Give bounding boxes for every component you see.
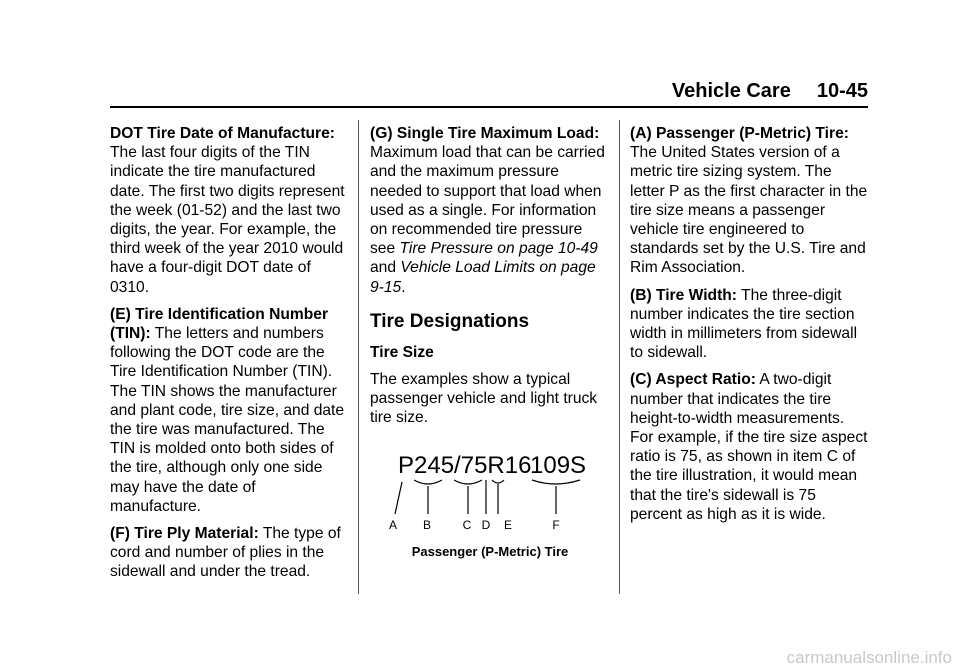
figure-caption: Passenger (P-Metric) Tire xyxy=(411,543,569,559)
bracket-f xyxy=(532,480,580,484)
text-tire-size: The examples show a typical passenger vehicle and light truck tire size. xyxy=(370,371,598,427)
leader-a xyxy=(395,482,402,514)
term-aspect-ratio: (C) Aspect Ratio xyxy=(630,371,751,389)
section-title: Tire Designations xyxy=(370,310,530,332)
text-aspect-ratio: A two-digit number that indicates the tire height-to-width measurements. For example, if the tire size aspect ratio is 75, as shown in item C of the tire illustration, it would mean that the tire's sidewall is 75 percent as high as it is wide. xyxy=(630,371,868,523)
text-and: and xyxy=(370,259,401,277)
tire-code-right: 109S xyxy=(530,451,587,479)
bracket-c xyxy=(454,480,482,484)
tire-size-figure xyxy=(370,436,610,536)
bracket-b xyxy=(414,480,442,484)
header-page-number: 10-45 xyxy=(816,80,868,102)
paragraph-tire-width xyxy=(630,286,870,363)
paragraph-passenger-tire xyxy=(630,124,870,278)
label-d: D xyxy=(481,517,491,532)
paragraph-tire-size xyxy=(370,370,610,428)
paragraph-tin xyxy=(110,305,350,516)
tire-size-diagram xyxy=(370,436,610,536)
term-max-load: (G) Single Tire Maximum Load xyxy=(370,125,595,142)
bracket-e xyxy=(492,480,504,483)
column-2 xyxy=(370,124,610,561)
text-passenger-tire: The United States version of a metric tire sizing system. The letter P as the first character in the tire size means a passenger vehicle tire engineered to standards set by the U.S. Tire and Rim Association. xyxy=(630,144,868,277)
header-text xyxy=(672,80,868,103)
term-colon: : xyxy=(253,525,259,543)
paragraph-dot-date xyxy=(110,124,350,297)
tire-code-left: P245/75R16 xyxy=(398,451,532,479)
text-ply-material: The type of cord and number of plies in the sidewall and under the tread. xyxy=(110,525,341,581)
term-colon: : xyxy=(329,125,335,142)
text-period: . xyxy=(401,278,406,296)
leader-lines xyxy=(395,480,556,514)
header-section-title: Vehicle Care xyxy=(671,80,791,102)
text-dot-date: The last four digits of the TIN indicate the tire manufactured date. The first two digits represent the week (01-52) and the last two digits, the year. For example, the third week of the year 2010 would have a four-digit DOT date of 0310. xyxy=(110,144,345,296)
term-ply-material: (F) Tire Ply Material xyxy=(110,525,254,543)
column-divider-1 xyxy=(358,120,359,594)
label-f: F xyxy=(552,517,560,532)
paragraph-aspect-ratio xyxy=(630,370,870,524)
label-a: A xyxy=(388,517,398,532)
text-max-load: Maximum load that can be carried and the maximum pressure needed to support that load when used as a single. For information on recommended tire pressure see xyxy=(370,144,605,258)
text-tire-width: The three-digit number indicates the tire section width in millimeters from sidewall to sidewall. xyxy=(630,286,858,362)
header-rule xyxy=(110,106,868,108)
term-passenger-tire: (A) Passenger (P-Metric) Tire xyxy=(630,125,844,142)
link-tire-pressure[interactable]: Tire Pressure on page 10-49 xyxy=(399,240,598,258)
term-colon: : xyxy=(731,286,737,304)
column-3 xyxy=(630,124,870,532)
label-e: E xyxy=(503,517,513,532)
subsection-title: Tire Size xyxy=(370,343,434,361)
term-colon: : xyxy=(750,371,756,389)
page-header xyxy=(0,0,960,110)
term-tire-width: (B) Tire Width xyxy=(630,286,732,304)
label-c: C xyxy=(462,517,472,532)
column-1 xyxy=(110,124,350,590)
link-vehicle-load-limits[interactable]: Vehicle Load Limits on page 9-15 xyxy=(370,259,596,296)
paragraph-ply-material xyxy=(110,524,350,582)
term-tin: (E) Tire Identification Number (TIN): xyxy=(110,305,329,343)
term-colon: : xyxy=(843,125,849,142)
text-tin: The letters and numbers following the DOT code are the Tire Identification Number (TIN). The TIN shows the manufacturer and plant code, tire size, and date the tire was manufactured. The TIN is molded onto both sides of the tire, although only one side may have the date of manufacture. xyxy=(110,325,345,515)
term-dot-date: DOT Tire Date of Manufacture xyxy=(110,125,330,142)
column-divider-2 xyxy=(619,120,620,594)
term-colon: : xyxy=(594,125,600,142)
paragraph-max-load xyxy=(370,124,610,297)
watermark: carmanualsonline.info xyxy=(786,648,952,667)
bracket-lines xyxy=(414,480,580,484)
label-b: B xyxy=(422,517,432,532)
